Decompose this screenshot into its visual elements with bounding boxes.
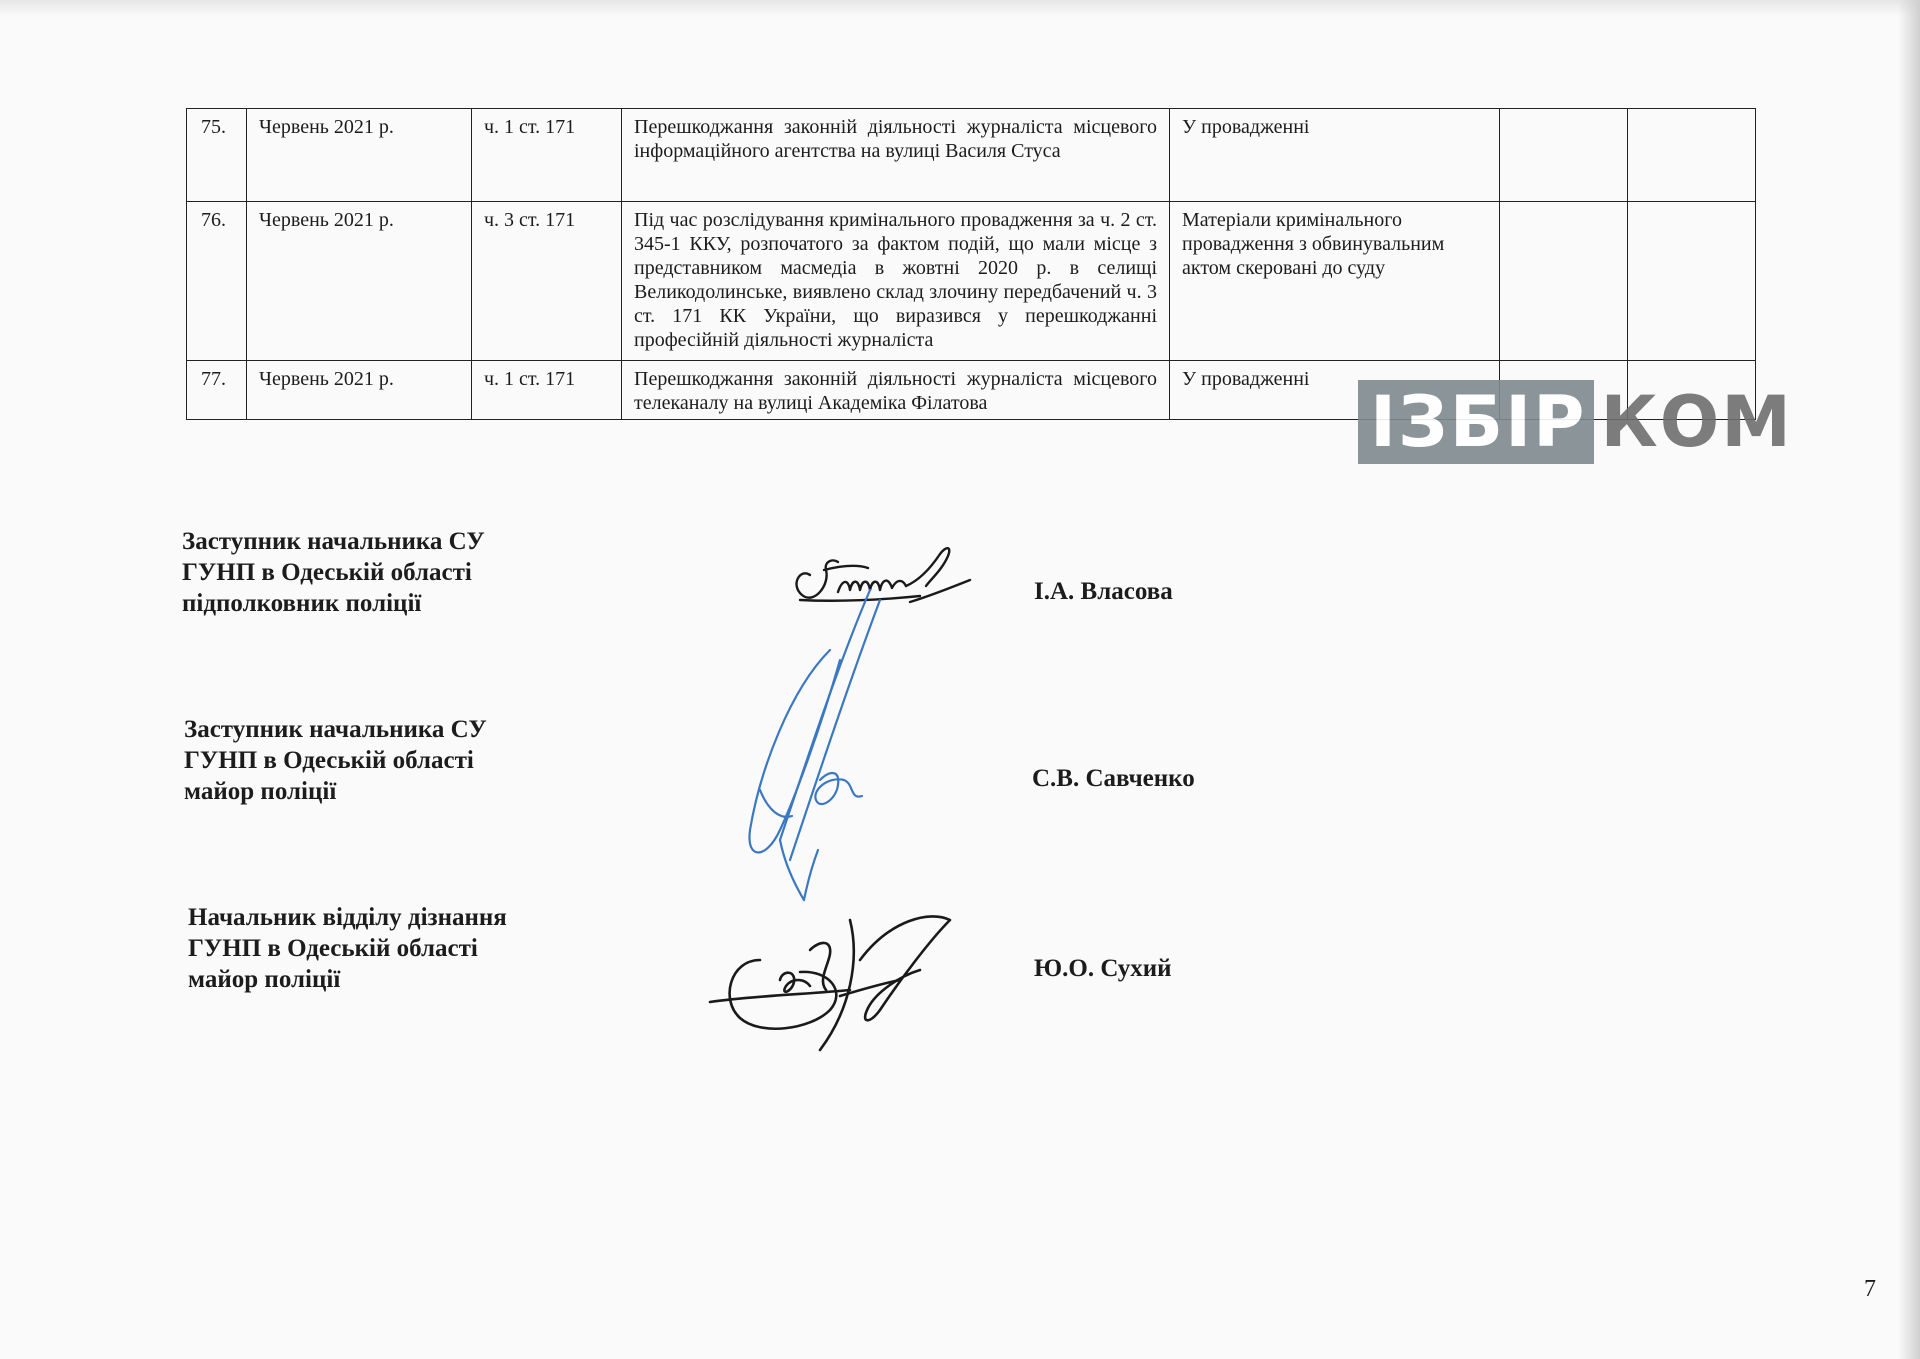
signatory-2-title: [184, 714, 487, 807]
signatory-2-name: С.В. Савченко: [1032, 765, 1195, 792]
signatory-1-title: [182, 526, 485, 619]
row-article: ч. 3 ст. 171: [472, 202, 622, 361]
row-date: Червень 2021 р.: [247, 109, 472, 202]
title-line: майор поліції: [188, 966, 341, 993]
row-status: Матеріали кримінального провадження з обвинувальним актом скеровані до суду: [1170, 202, 1500, 361]
izbirkom-watermark-logo: [1358, 380, 1797, 464]
scan-edge-top: [0, 0, 1920, 16]
title-line: ГУНП в Одеській області: [184, 747, 474, 774]
row-description: Перешкоджання законній діяльності журналіста місцевого інформаційного агентства на вулиці Василя Стуса: [622, 109, 1170, 202]
row-empty-cell: [1500, 202, 1628, 361]
row-empty-cell: [1500, 109, 1628, 202]
row-description: Перешкоджання законній діяльності журналіста місцевого телеканалу на вулиці Академіка Філатова: [622, 361, 1170, 420]
title-line: підполковник поліції: [182, 590, 422, 617]
title-line: Заступник начальника СУ: [182, 528, 485, 555]
signature-3: [700, 900, 980, 1060]
scan-edge-right: [1898, 0, 1920, 1359]
title-line: Заступник начальника СУ: [184, 716, 487, 743]
row-number: 77.: [187, 361, 247, 420]
page-number: 7: [1864, 1276, 1876, 1302]
watermark-part-1: ІЗБІР: [1358, 380, 1594, 464]
title-line: майор поліції: [184, 778, 337, 805]
row-article: ч. 1 ст. 171: [472, 109, 622, 202]
table-row: [187, 109, 1756, 202]
row-empty-cell: [1628, 109, 1756, 202]
signature-2: [720, 580, 960, 910]
row-date: Червень 2021 р.: [247, 202, 472, 361]
row-status: У провадженні: [1170, 361, 1500, 420]
row-status: У провадженні: [1170, 109, 1500, 202]
signatory-1-name: І.А. Власова: [1034, 578, 1173, 605]
signatory-3-title: [188, 902, 507, 995]
title-line: ГУНП в Одеській області: [188, 935, 478, 962]
cases-table: [186, 108, 1756, 420]
row-date: Червень 2021 р.: [247, 361, 472, 420]
row-article: ч. 1 ст. 171: [472, 361, 622, 420]
row-description: Під час розслідування кримінального провадження за ч. 2 ст. 345-1 ККУ, розпочатого за фактом подій, що мали місце з представником масмедіа в жовтні 2020 р. в селищі Великодолинське, виявлено склад злочину передбачений ч. 3 ст. 171 КК України, що виразився у перешкоджанні професійній діяльності журналіста: [622, 202, 1170, 361]
table-row: [187, 202, 1756, 361]
title-line: ГУНП в Одеській області: [182, 559, 472, 586]
watermark-part-2: КОМ: [1600, 381, 1793, 463]
row-empty-cell: [1628, 202, 1756, 361]
row-number: 76.: [187, 202, 247, 361]
row-number: 75.: [187, 109, 247, 202]
signatory-3-name: Ю.О. Сухий: [1034, 955, 1172, 982]
title-line: Начальник відділу дізнання: [188, 904, 507, 931]
